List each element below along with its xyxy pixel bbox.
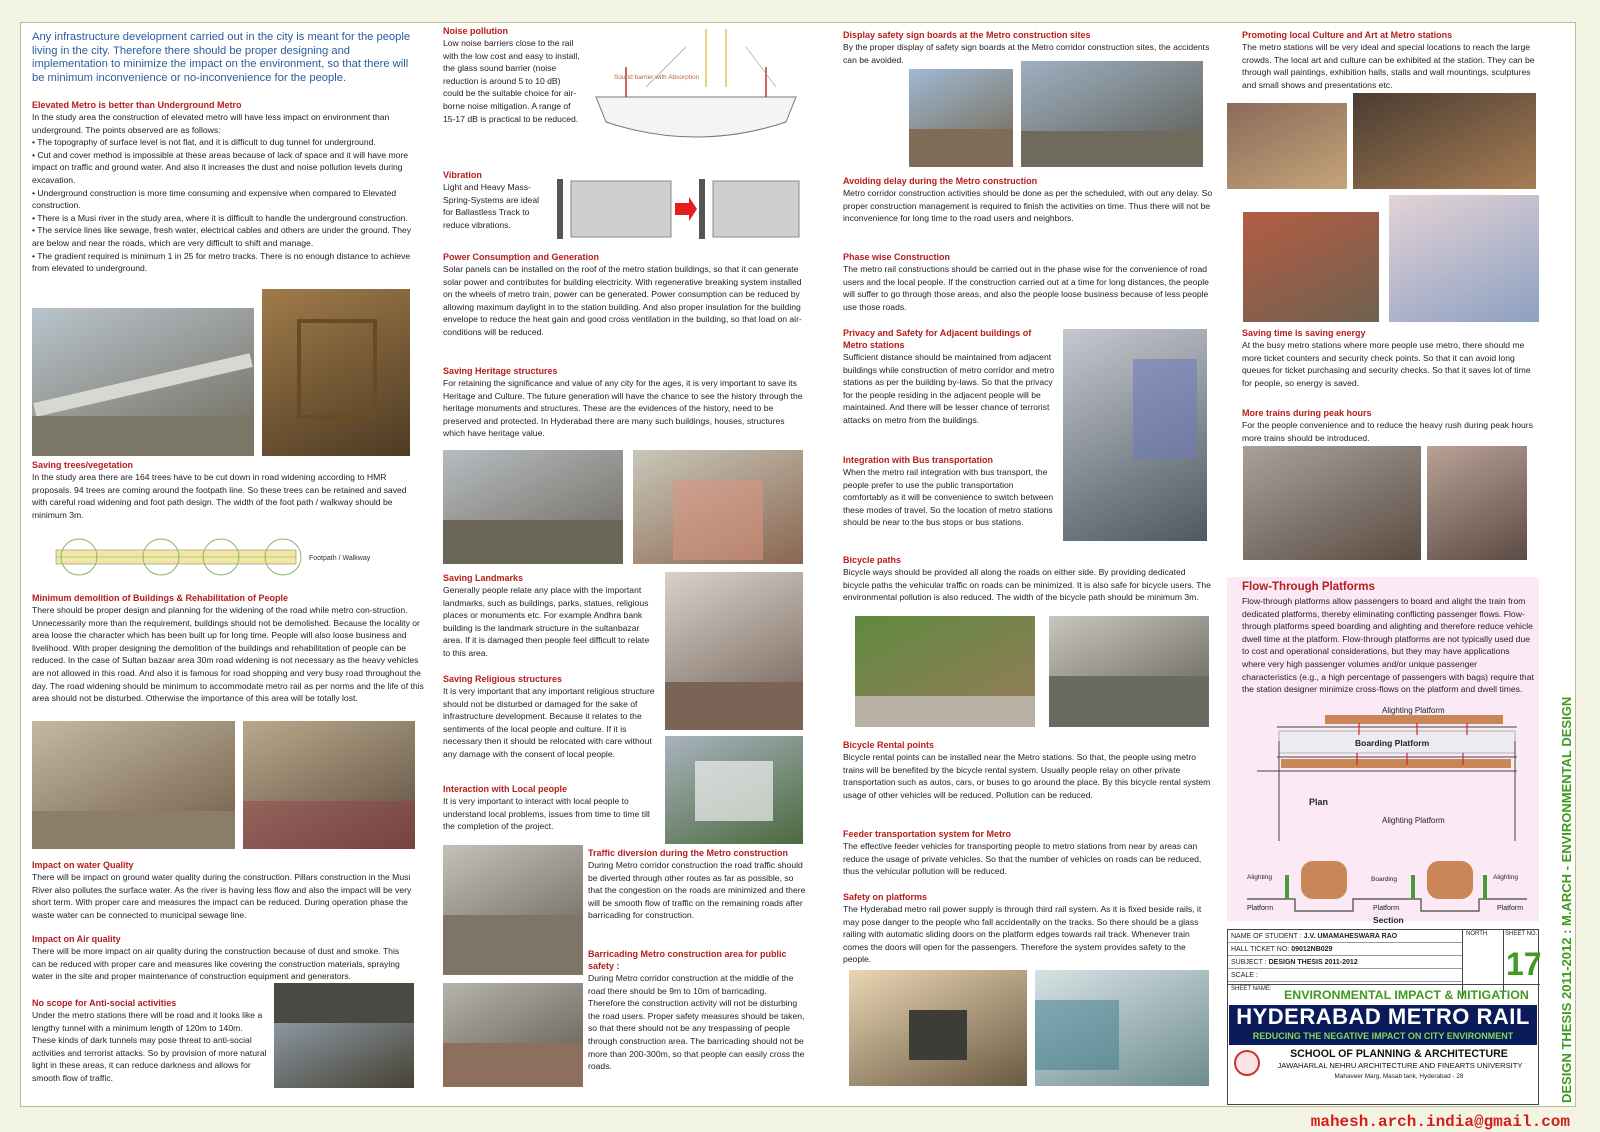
section-body: The metro rail constructions should be carried out in the phase wise for the convenience of road users and the local people. If the construction carried out at a time for long distances, the people will suffer to go through those areas, and also the people loose business because of less people use those roads. (843, 264, 1209, 312)
section-alighting-right: Alighting (1493, 874, 1518, 881)
section-body: During Metro corridor construction at the middle of the road there should be 9m to 10m of barricading. Therefore the construction activity will not be disturbing the road users. Proper safety measures should be taken, so that there should not be any trespassing of people through construction area. The barricading should not be more than 200-300m, so that people can easily cross the roads. (588, 973, 805, 1072)
section-platform-left: Platform (1247, 905, 1274, 912)
section-body: By the proper display of safety sign boards at the Metro corridor construction sites, the accidents can be avoided. (843, 42, 1210, 65)
section-elevated (32, 99, 422, 275)
section-body: Light and Heavy Mass-Spring-Systems are ideal for Ballastless Track to reduce vibrations. (443, 182, 540, 230)
footpath-label: Footpath / Walkway (309, 555, 371, 562)
subject-row (1228, 956, 1462, 969)
section-body: When the metro rail integration with bus transport, the people prefer to use the public transportation comfortably as it will be convenience to switch between these modes of travel. So the location of metro stations should be near to the bus stops or bus stations. (843, 467, 1054, 528)
section-platform-middle: Platform (1373, 905, 1400, 912)
section-boarding: Boarding (1371, 876, 1398, 883)
section-body: For retaining the significance and value of any city for the ages, it is very important to save its Heritage and Culture. The future generation will have the chance to see the history through the heritage monuments and structures. These are the evidences of the history, need to be preserved and protected. In Hyderabad there are many such buildings, houses, structures which have heritage value. (443, 378, 803, 439)
boarding-label: Boarding Platform (1355, 738, 1430, 748)
section-flow (1242, 580, 1534, 696)
section-body: Under the metro stations there will be road and it looks like a lengthy tunnel with a minimum length of 120m to 140m. These kinds of dark tunnels may pose threat to anti-social activities and terrorist attacks. So by provision of more natural light in these areas, it can reduce darkness and allows for smooth flow of traffic. (32, 1010, 267, 1083)
section-body: Low noise barriers close to the rail with the low cost and easy to install, the glass sound barrier (noise reduction is around 5 to 10 dB) could be the suitable choice for air-borne noise mitigation. A range of 15-17 dB is practical to be reduced. (443, 38, 580, 124)
section-title: Feeder transportation system for Metro (843, 829, 1012, 839)
section-water (32, 859, 412, 921)
section-title: Vibration (443, 170, 482, 180)
section-landmarks (443, 572, 657, 660)
photo-religious-structure (665, 736, 803, 844)
section-title: Interaction with Local people (443, 784, 568, 794)
photo-traffic-diversion (443, 845, 583, 975)
project-banner (1229, 1005, 1537, 1045)
bullet: • Cut and cover method is impossible at these areas because of lack of space and it will have more impact on traffic and ground water. And also it increases the dust and noise pollution levels during excavation. (32, 149, 409, 185)
school-name: SCHOOL OF PLANNING & ARCHITECTURE (1290, 1048, 1508, 1060)
photo-elevated-metro (32, 308, 254, 456)
poster-board (20, 22, 1576, 1107)
section-title: More trains during peak hours (1242, 408, 1372, 418)
section-body: Bicycle rental points can be installed near the Metro stations. So that, the people using metro trains will be benefited by the bicycle rental system. Usually people relay on other private transportation such as autos, cars, or buses to go around the place. By this bicycle rental system usage of other vehicles will be reduced. Pollution can be reduced. (843, 752, 1211, 800)
section-title: Traffic diversion during the Metro construction (588, 848, 789, 858)
section-body: The Hyderabad metro rail power supply is through third rail system. As it is fixed beside rails, it may pose danger to the people who fall accidentally on the tracks. So there should be a glass railing with automatic sliding doors on the platform edges towards rail track. Whenever train comes the doors will open for the passengers. Therefore the system provides safety to the people. (843, 904, 1202, 965)
section-body: The effective feeder vehicles for transporting people to metro stations from near by areas can reduce the usage of private vehicles. So that the number of vehicles on roads can be reduced, thus the vehicular pollution will be reduced. (843, 841, 1202, 877)
section-title: Safety on platforms (843, 892, 928, 902)
section-title: Elevated Metro is better than Underground Metro (32, 100, 242, 110)
bullet: • Underground construction is more time consuming and expensive when compared to Elevated construction. (32, 187, 397, 211)
section-body: Bicycle ways should be provided all along the roads on either side. By providing dedicated bicycle paths the vehicular traffic on roads can be minimized. It is also safe for bicycle users. The environmental pollution is also reduced. The width of the bicycle path should be minimum 3m. (843, 567, 1211, 603)
student-label: NAME OF STUDENT : (1231, 933, 1302, 940)
photo-underground-excavation (262, 289, 410, 456)
section-vibration (443, 169, 551, 231)
section-title: Bicycle paths (843, 555, 902, 565)
section-alighting-left: Alighting (1247, 874, 1272, 881)
bullet: • The service lines like sewage, fresh water, electrical cables and others are under the ground. They are below and near the roads, which are very difficult to shift and manage. (32, 225, 412, 248)
school-address: Mahaveer Marg, Masab tank, Hyderabad - 28 (1334, 1073, 1464, 1080)
photo-station-queue (1243, 212, 1379, 322)
section-energy (1242, 327, 1538, 389)
section-body: It is very important that any important religious structure should not be disturbed or damaged for the sake of infrastructure development. Because it relates to the sentiments of the local people and culture. If it is necessary then it should be relocated with care without any damage with the consent of local people. (443, 686, 655, 759)
photo-peak-crowd (1243, 446, 1421, 560)
alighting-top-label: Alighting Platform (1382, 706, 1445, 715)
section-title: Saving Landmarks (443, 573, 524, 583)
project-tagline: REDUCING THE NEGATIVE IMPACT ON CITY ENVIRONMENT (1252, 1031, 1514, 1041)
section-safety (843, 891, 1213, 966)
section-title: Privacy and Safety for Adjacent buildings of Metro stations (843, 328, 1032, 350)
section-feeder (843, 828, 1213, 878)
section-body: There will be more impact on air quality during the construction because of dust and smoke. This can be reduced with proper care and measures like covering the construction materials, spraying water in the site and proper maintenance of construction equipment and generators. (32, 946, 400, 982)
section-title: Saving time is saving energy (1242, 328, 1366, 338)
sheet-name: ENVIRONMENTAL IMPACT & MITIGATION (1284, 988, 1529, 1002)
noise-diagram-label: Sound barrier with Absorption (614, 74, 700, 81)
section-rental (843, 739, 1213, 801)
author-email[interactable]: mahesh.arch.india@gmail.com (1310, 1113, 1570, 1131)
vibration-track-diagram (557, 175, 802, 243)
section-label: Section (1373, 915, 1404, 923)
project-title: HYDERABAD METRO RAIL (1236, 1004, 1530, 1029)
side-label: DESIGN THESIS 2011-2012 : M.ARCH - ENVIRONMENTAL DESIGN (1559, 696, 1574, 1103)
flow-through-diagram (1227, 701, 1539, 923)
footpath-tree-diagram (51, 535, 396, 579)
section-body: In the study area there are 164 trees have to be cut down in road widening according to HMR proposals. 94 trees are coming around the footpath line. So these trees can be retained and saved with careful road widening and foot path design. The width of the foot path / walkway should be minimum 3m. (32, 472, 407, 520)
photo-sultan-bazaar (243, 721, 415, 849)
section-title: Noise pollution (443, 26, 508, 36)
scale-label: SCALE : (1231, 972, 1258, 979)
section-power (443, 251, 808, 339)
photo-barricading (443, 983, 583, 1087)
intro-text: Any infrastructure development carried out in the city is meant for the people living in the city. Therefore there should be proper designing and implementation to minimize the impact on the environment, so that there will be minimum inconvenience or no-inconvenience for the people. (32, 31, 411, 85)
photo-station-art (1389, 195, 1539, 322)
ticket-number: 09012NB029 (1291, 946, 1333, 953)
section-body: It is very important to interact with local people to understand local problems, issues from time to time till the completion of the project. (443, 796, 650, 832)
photo-crowd-platform (1427, 446, 1527, 560)
section-platform-right: Platform (1497, 905, 1524, 912)
photo-metro-platform (1035, 970, 1209, 1086)
section-bus (843, 454, 1057, 529)
photo-andhra-bank (665, 572, 803, 730)
photo-bicycle-path (855, 616, 1035, 727)
section-title: Impact on Air quality (32, 934, 121, 944)
plan-label: Plan (1309, 797, 1329, 807)
alighting-bottom-label: Alighting Platform (1382, 816, 1445, 825)
section-title: No scope for Anti-social activities (32, 998, 177, 1008)
section-barricading (588, 948, 806, 1073)
section-body: Flow-through platforms allow passengers to board and alight the train from dedicated platforms, thereby eliminating conflicting passenger flows. Flow-through platforms speed boarding and alighting and therefore reduce vehicle dwell time at the platform. Flow-through platforms are not typically used due to cost and operational considerations, but they may have applications where very high passenger volumes and/or unique passenger characteristics (e.g., a high percentage of passengers with bags) require that the station designer minimize cross-flows on the platform and dwell times. (1242, 596, 1534, 695)
section-body: For the people convenience and to reduce the heavy rush during peak hours more trains should be introduced. (1242, 420, 1533, 443)
ticket-row (1228, 943, 1462, 956)
photo-metro-pillars (1021, 61, 1203, 167)
section-title: Impact on water Quality (32, 860, 134, 870)
ticket-label: HALL TICKET NO: (1231, 946, 1290, 953)
section-title: Phase wise Construction (843, 252, 951, 262)
sheet-no-label: SHEET NO. (1505, 931, 1538, 937)
section-antisocial (32, 997, 268, 1085)
sheet-number: 17 (1506, 946, 1542, 982)
bullet: • The gradient required is minimum 1 in 25 for metro tracks. There is no enough distance to achieve from elevated to underground. (32, 250, 411, 274)
section-culture (1242, 29, 1538, 91)
section-noise (443, 25, 583, 125)
student-name: J.V. UMAMAHESWARA RAO (1303, 933, 1398, 940)
subject-label: SUBJECT : (1231, 959, 1267, 966)
section-title: Minimum demolition of Buildings & Rehabilitation of People (32, 593, 288, 603)
section-title: Integration with Bus transportation (843, 455, 993, 465)
university-seal-icon (1234, 1050, 1260, 1076)
section-body: The metro stations will be very ideal and special locations to reach the large crowds. The local art and culture can be exhibited at the station. They can be through wall paintings, exhibition halls, stalls and wall mountings, sculptures and small shows and presentations etc. (1242, 42, 1535, 90)
photo-tunnel-under-station (274, 983, 414, 1088)
section-body: In the study area the construction of elevated metro will have less impact on environment than underground. The points observed are as follows: (32, 112, 390, 135)
section-air (32, 933, 412, 983)
section-delay (843, 175, 1213, 225)
section-demolition (32, 592, 424, 705)
photo-platform-screen-doors (849, 970, 1027, 1086)
student-row (1228, 930, 1462, 943)
section-title: Saving Religious structures (443, 674, 563, 684)
section-religious (443, 673, 657, 761)
section-title: Flow-Through Platforms (1242, 581, 1375, 593)
section-body: There will be impact on ground water quality during the construction. Pillars construction in the Musi River also pollutes the surface water. As the river is having less flow and also the impact will be very short term. With proper care and measures the impact can be reduced. During operation phase the waste water can be connected to municipal sewage line. (32, 872, 412, 920)
section-privacy (843, 327, 1057, 427)
section-body: Solar panels can be installed on the roof of the metro station buildings, so that it can generate solar power and contributes for building electricity. With regenerative breaking system installed on the wheels of metro train, power can be generated. Power consumption can be reduced by allowing maximum daylight in to the station building. And also proper insulation for the building envelope to reduce the heat gain and good cross ventilation in the building, so that load on air-conditions will be reduced. (443, 264, 802, 337)
section-body: There should be proper design and planning for the widening of the road while metro con-struction. Unnecessarily more than the requirement, buildings should not be demolished. Because the locality or area loose the character which has been built up for long time. People will also loose business and livelihood. With proper designing the demolition of the buildings and rehabilitation of people can be reduced. In the case of Sultan bazaar area 30m road widening is not necessary as the heavy vehicles are not allowed in this road. And also it is famous for road shopping and very busy road throughout the day. The road widening should be minimum to accommodate metro rail as per norms and the life of this area should not be disturbed. Otherwise the importance of this area will be totally lost. (32, 605, 424, 704)
section-body: Sufficient distance should be maintained from adjacent buildings while construction of metro corridor and metro stations as per the building by-laws. So that the privacy for the people residing in the adjacent people will be maintained. And there will be lesser chance of terrorist attacks on metro from the buildings. (843, 352, 1055, 425)
photo-heritage-arch (443, 450, 623, 564)
section-phase (843, 251, 1213, 313)
section-peak (1242, 407, 1538, 444)
section-title: Saving trees/vegetation (32, 460, 134, 470)
subject: DESIGN THESIS 2011-2012 (1268, 959, 1358, 966)
sheet-name-label: SHEET NAME: (1231, 986, 1272, 992)
section-title: Display safety sign boards at the Metro construction sites (843, 30, 1091, 40)
section-trees (32, 459, 412, 521)
section-title: Bicycle Rental points (843, 740, 935, 750)
section-bicycle (843, 554, 1211, 604)
section-title: Saving Heritage structures (443, 366, 558, 376)
section-body: During Metro corridor construction the road traffic should be diverted through other routes as far as possible, so that the congestion on the roads are minimized and there will be smooth flow of traffic on the remaining roads after barricading for construction. (588, 860, 806, 921)
photo-demolition (32, 721, 235, 849)
section-title: Power Consumption and Generation (443, 252, 600, 262)
bullet: • There is a Musi river in the study area, where it is difficult to handle the underground construction. (32, 212, 408, 223)
photo-bicycle-rental (1049, 616, 1209, 727)
university-name: JAWAHARLAL NEHRU ARCHITECTURE AND FINEARTS UNIVERSITY (1277, 1061, 1523, 1070)
section-heritage (443, 365, 808, 440)
section-body: Generally people relate any place with the important landmarks, such as buildings, parks, statues, religious places or monuments etc. For example Andhra bank building is the landmark structure in the sultanbazar area. If it is damaged then people feel difficult to relate to this area. (443, 585, 650, 658)
section-title: Avoiding delay during the Metro construction (843, 176, 1038, 186)
section-title: Barricading Metro construction area for public safety : (588, 949, 787, 971)
north-label: NORTH (1466, 931, 1488, 937)
photo-landmark-building (633, 450, 803, 564)
section-traffic (588, 847, 806, 922)
photo-art-gallery (1353, 93, 1536, 189)
noise-barrier-diagram (586, 27, 806, 159)
section-title: Promoting local Culture and Art at Metro stations (1242, 30, 1453, 40)
title-block (1227, 929, 1542, 1105)
section-local (443, 783, 657, 833)
section-body: Metro corridor construction activities should be done as per the scheduled, with out any delay. So proper construction management is required to finish the activities on time. Thus there will not be inconvenience for long time to the road users and neighbors. (843, 188, 1213, 224)
photo-wall-painting (1227, 103, 1347, 189)
bullet: • The topography of surface level is not flat, and it is difficult to dug tunnel for underground. (32, 137, 376, 148)
photo-signboards (909, 69, 1013, 167)
section-body: At the busy metro stations where more people use metro, there should me more ticket counters and security check points. So that it can avoid long queues for ticket purchasing and security checks. So that it saves lot of time for people, so energy is saved. (1242, 340, 1531, 388)
photo-adjacent-buildings (1063, 329, 1207, 541)
scale-row (1228, 969, 1462, 982)
